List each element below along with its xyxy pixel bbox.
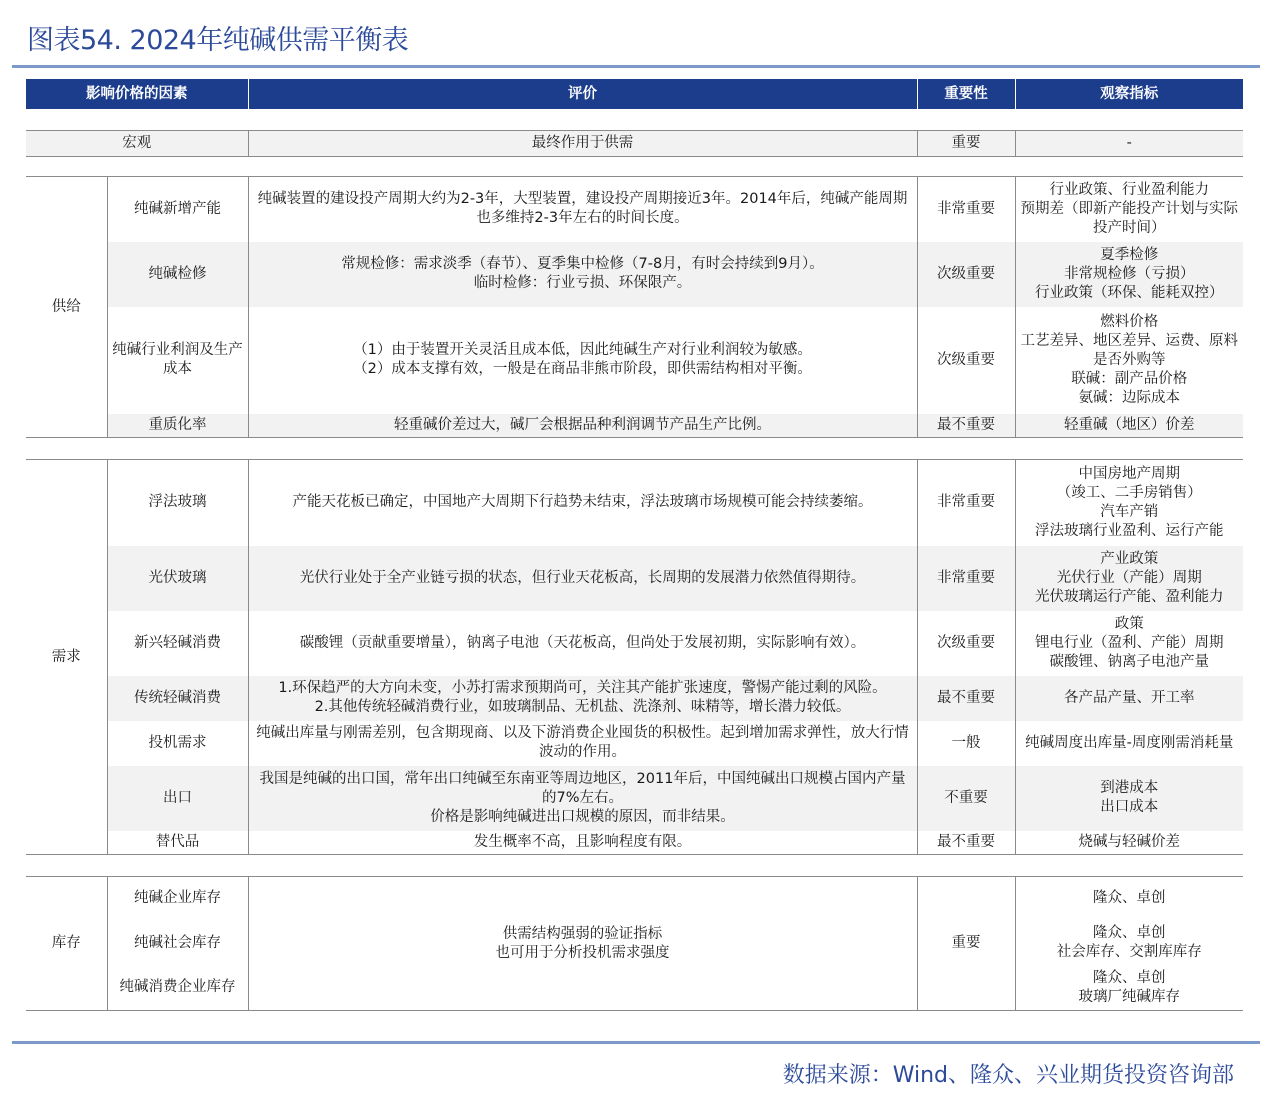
row-indicator: 各产品产量、开工率 [1015,676,1243,721]
table-row [26,414,1243,438]
row-factor: 纯碱检修 [107,242,248,307]
row-importance: 一般 [917,721,1015,766]
row-importance: 次级重要 [917,307,1015,414]
row-importance: 次级重要 [917,242,1015,307]
row-factor: 新兴轻碱消费 [107,611,248,676]
row-factor: 光伏玻璃 [107,546,248,611]
table-row [26,307,1243,414]
row-indicator: 轻重碱（地区）价差 [1015,414,1243,438]
row-evaluation: 纯碱装置的建设投产周期大约为2-3年，大型装置，建设投产周期接近3年。2014年后，纯碱产能周期也多维持2-3年左右的时间长度。 [248,177,917,242]
table-row [26,611,1243,676]
demand-section [26,459,1243,855]
row-evaluation: 1.环保趋严的大方向未变，小苏打需求预期尚可，关注其产能扩张速度，警惕产能过剩的风险。 2.其他传统轻碱消费行业，如玻璃制品、无机盐、洗涤剂、味精等，增长潜力较低。 [248,676,917,721]
row-factor: 纯碱消费企业库存 [107,966,248,1011]
table-row [26,766,1243,831]
title-divider [12,65,1260,68]
row-indicator: 夏季检修 非常规检修（亏损） 行业政策（环保、能耗双控） [1015,242,1243,307]
row-factor: 浮法玻璃 [107,460,248,546]
row-evaluation: 轻重碱价差过大，碱厂会根据品种利润调节产品生产比例。 [248,414,917,438]
macro-section [26,130,1243,157]
header-indicator: 观察指标 [1015,79,1243,109]
row-evaluation: 常规检修：需求淡季（春节）、夏季集中检修（7-8月，有时会持续到9月）。 临时检修：行业亏损、环保限产。 [248,242,917,307]
row-evaluation: 纯碱出库量与刚需差别，包含期现商、以及下游消费企业囤货的积极性。起到增加需求弹性，放大行情波动的作用。 [248,721,917,766]
inventory-group-label: 库存 [26,877,107,1011]
row-importance: 最不重要 [917,676,1015,721]
table-header [26,79,1243,109]
row-importance: 非常重要 [917,177,1015,242]
row-factor: 纯碱新增产能 [107,177,248,242]
row-factor: 投机需求 [107,721,248,766]
macro-importance: 重要 [917,131,1015,157]
table-row [26,877,1243,921]
row-indicator: 到港成本 出口成本 [1015,766,1243,831]
row-importance: 不重要 [917,766,1015,831]
row-indicator: 隆众、卓创 玻璃厂纯碱库存 [1078,969,1180,1005]
data-source: 数据来源：Wind、隆众、兴业期货投资咨询部 [782,1063,1234,1088]
table-row [26,177,1243,242]
supply-section [26,176,1243,438]
row-indicator: 隆众、卓创 [1093,890,1166,907]
inventory-evaluation: 供需结构强弱的验证指标 也可用于分析投机需求强度 [248,877,917,1011]
table-row [26,460,1243,546]
table-row [26,676,1243,721]
row-indicator: 隆众、卓创 社会库存、交割库库存 [1056,925,1202,960]
table-row [26,721,1243,766]
row-indicator: 政策 锂电行业（盈利、产能）周期 碳酸锂、钠离子电池产量 [1035,615,1224,670]
row-factor: 替代品 [107,831,248,855]
table-row [26,546,1243,611]
macro-evaluation: 最终作用于供需 [248,131,917,157]
row-evaluation: 发生概率不高，且影响程度有限。 [248,831,917,855]
macro-factor: 宏观 [26,131,248,157]
row-factor: 重质化率 [107,414,248,438]
row-evaluation: 产能天花板已确定，中国地产大周期下行趋势未结束，浮法玻璃市场规模可能会持续萎缩。 [248,460,917,546]
row-indicator: 行业政策、行业盈利能力 预期差（即新产能投产计划与实际投产时间） [1020,181,1238,236]
row-indicator: 烧碱与轻碱价差 [1078,833,1180,850]
page-title: 图表54. 2024年纯碱供需平衡表 [27,25,409,56]
header-evaluation: 评价 [248,79,917,109]
inventory-importance: 重要 [917,877,1015,1011]
header-factor: 影响价格的因素 [26,79,248,109]
table-row [26,242,1243,307]
supply-group-label: 供给 [26,177,107,438]
row-evaluation: 碳酸锂（贡献重要增量），钠离子电池（天花板高，但尚处于发展初期，实际影响有效）。 [248,611,917,676]
inventory-section [26,876,1243,1011]
row-evaluation: 光伏行业处于全产业链亏损的状态，但行业天花板高，长周期的发展潜力依然值得期待。 [248,546,917,611]
demand-group-label: 需求 [26,460,107,855]
row-indicator: 中国房地产周期 （竣工、二手房销售） 汽车产销 浮法玻璃行业盈利、运行产能 [1035,465,1224,539]
row-importance: 非常重要 [917,546,1015,611]
row-factor: 出口 [107,766,248,831]
row-indicator: 产业政策 光伏行业（产能）周期 光伏玻璃运行产能、盈利能力 [1015,546,1243,611]
row-importance: 最不重要 [917,831,1015,855]
row-factor: 纯碱社会库存 [107,921,248,966]
table-row [26,131,1243,157]
row-importance: 最不重要 [917,414,1015,438]
row-factor: 纯碱行业利润及生产成本 [107,307,248,414]
row-factor: 传统轻碱消费 [107,676,248,721]
table-row [26,831,1243,855]
row-importance: 次级重要 [917,611,1015,676]
row-evaluation: 我国是纯碱的出口国，常年出口纯碱至东南亚等周边地区，2011年后，中国纯碱出口规模占国内产量的7%左右。 价格是影响纯碱进出口规模的原因，而非结果。 [248,766,917,831]
header-importance: 重要性 [917,79,1015,109]
row-indicator: 纯碱周度出库量-周度刚需消耗量 [1025,734,1234,751]
macro-indicator: - [1015,131,1243,157]
row-evaluation: （1）由于装置开关灵活且成本低，因此纯碱生产对行业利润较为敏感。 （2）成本支撑有效，一般是在商品非熊市阶段，即供需结构相对平衡。 [248,307,917,414]
row-importance: 非常重要 [917,460,1015,546]
row-factor: 纯碱企业库存 [107,877,248,921]
row-indicator: 燃料价格 工艺差异、地区差异、运费、原料是否外购等 联碱：副产品价格 氨碱：边际成本 [1020,313,1238,406]
footer-divider [12,1041,1260,1044]
